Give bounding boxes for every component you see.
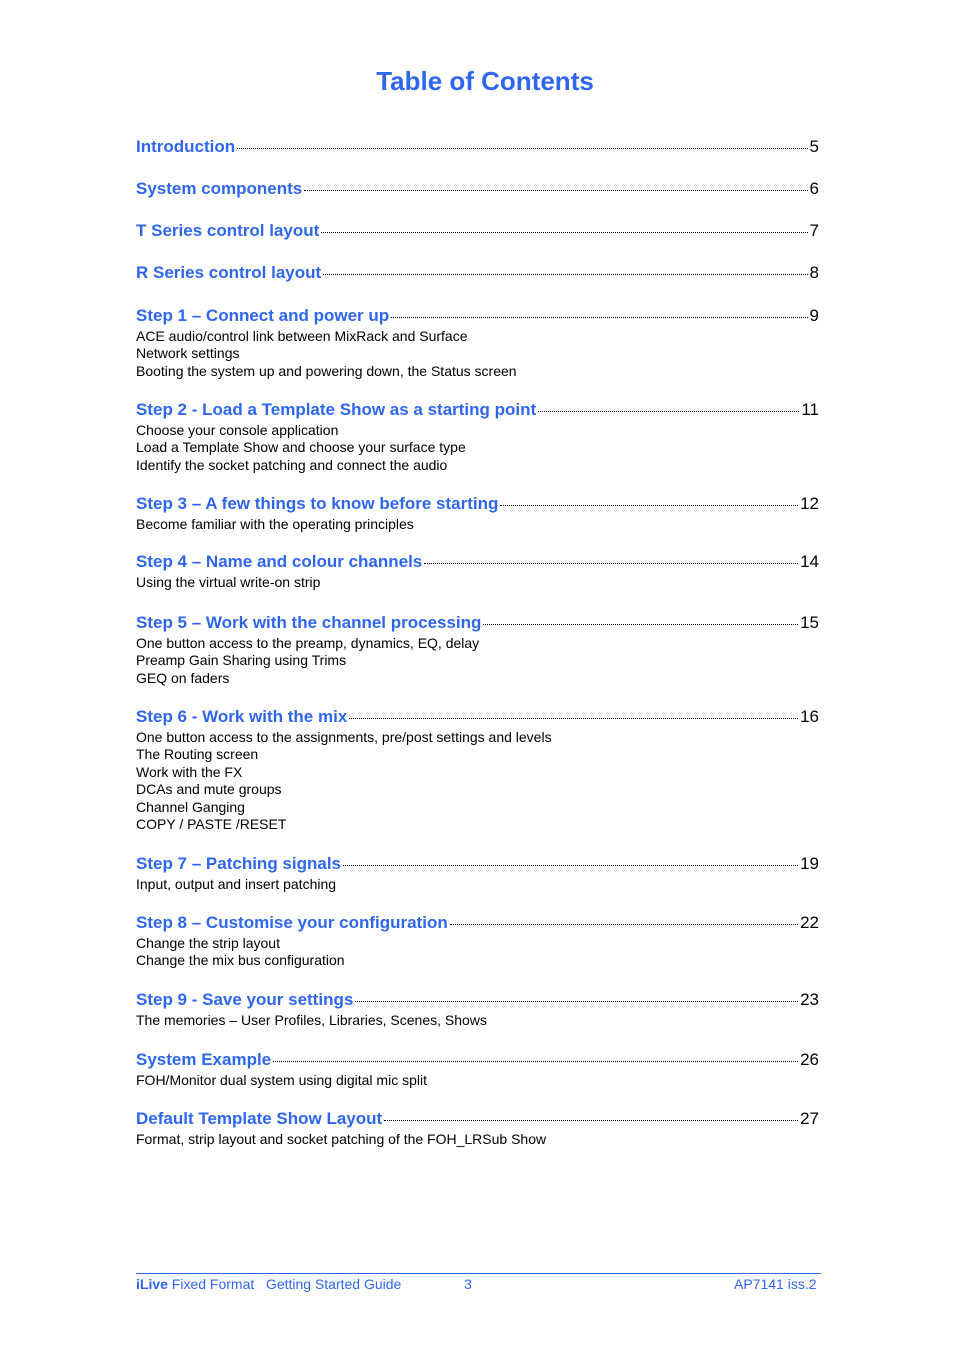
toc-entry-title[interactable]: Step 8 – Customise your configuration (136, 913, 448, 932)
toc-entry-system-example[interactable] (136, 1050, 819, 1089)
toc-subitems (136, 935, 819, 970)
toc-subitems (136, 516, 819, 533)
toc-subitems (136, 1012, 819, 1029)
dot-leader (349, 718, 798, 719)
toc-entry-title[interactable]: Default Template Show Layout (136, 1109, 383, 1128)
toc-entry-title[interactable]: Step 5 – Work with the channel processing (136, 613, 482, 632)
footer-product: Fixed Format Getting Started Guide (167, 1276, 402, 1292)
toc-entry-title[interactable]: Introduction (136, 137, 236, 156)
toc-entry-title[interactable]: Step 7 – Patching signals (136, 854, 342, 873)
dot-leader (450, 924, 798, 925)
toc-entry-step-5[interactable] (136, 613, 819, 687)
dot-leader (343, 865, 798, 866)
toc-entry-page: 27 (800, 1109, 819, 1128)
toc-entry-step-3[interactable] (136, 494, 819, 533)
dot-leader (538, 411, 799, 412)
toc-entry-t-series[interactable] (136, 221, 819, 243)
toc-subitem: The Routing screen (136, 746, 259, 763)
page-title: Table of Contents (376, 66, 594, 96)
toc-entry-title[interactable]: Step 1 – Connect and power up (136, 306, 390, 325)
toc-subitem: Format, strip layout and socket patching of the FOH_LRSub Show (136, 1131, 547, 1147)
toc-entry-page: 26 (800, 1050, 819, 1069)
dot-leader (424, 563, 798, 564)
toc-subitems (136, 422, 819, 474)
toc-subitem: Load a Template Show and choose your surface type (136, 439, 466, 456)
toc-subitems (136, 1131, 819, 1148)
dot-leader (483, 624, 798, 625)
toc-subitem: Choose your console application (136, 422, 339, 438)
toc-entry-page: 7 (809, 221, 819, 240)
toc-entry-title[interactable]: T Series control layout (136, 221, 320, 240)
toc-entry-r-series[interactable] (136, 263, 819, 285)
toc-subitems (136, 635, 819, 687)
toc-subitems (136, 1072, 819, 1089)
toc-subitems (136, 328, 819, 380)
footer-divider (136, 1273, 821, 1274)
toc-subitem: Preamp Gain Sharing using Trims (136, 652, 347, 669)
toc-entry-step-7[interactable] (136, 854, 819, 893)
toc-entry-page: 16 (800, 707, 819, 726)
dot-leader (500, 505, 798, 506)
dot-leader (384, 1120, 798, 1121)
toc-entry-step-4[interactable] (136, 552, 819, 591)
footer-title (136, 1276, 401, 1292)
dot-leader (355, 1001, 798, 1002)
toc-entry-step-9[interactable] (136, 990, 819, 1029)
toc-entry-introduction[interactable] (136, 137, 819, 159)
dot-leader (323, 274, 807, 275)
toc-entry-title[interactable]: R Series control layout (136, 263, 322, 282)
toc-entry-title[interactable]: System components (136, 179, 303, 198)
toc-subitem: COPY / PASTE /RESET (136, 816, 287, 833)
toc-subitem: Identify the socket patching and connect the audio (136, 456, 448, 473)
dot-leader (321, 232, 807, 233)
toc-entry-title[interactable]: Step 4 – Name and colour channels (136, 552, 423, 571)
dot-leader (273, 1061, 798, 1062)
toc-entry-step-6[interactable] (136, 707, 819, 833)
toc-subitem: Work with the FX (136, 763, 243, 780)
toc-entry-page: 19 (800, 854, 819, 873)
toc-subitem: Booting the system up and powering down, the Status screen (136, 362, 517, 379)
toc-subitem: GEQ on faders (136, 669, 230, 686)
toc-entry-page: 9 (809, 306, 819, 325)
toc-subitem: One button access to the assignments, pre/post settings and levels (136, 729, 552, 745)
toc-subitem: FOH/Monitor dual system using digital mic split (136, 1072, 427, 1088)
toc-entry-step-8[interactable] (136, 913, 819, 970)
toc-subitem: Input, output and insert patching (136, 876, 337, 892)
footer-doc-id: AP7141 iss.2 (734, 1276, 817, 1292)
toc-entry-page: 12 (800, 494, 819, 513)
dot-leader (237, 148, 807, 149)
toc-entry-page: 22 (800, 913, 819, 932)
toc-subitem: One button access to the preamp, dynamics, EQ, delay (136, 635, 480, 651)
toc-subitem: DCAs and mute groups (136, 781, 282, 798)
toc-entry-step-1[interactable] (136, 306, 819, 380)
toc-subitem: The memories – User Profiles, Libraries, Scenes, Shows (136, 1012, 487, 1028)
toc-entry-title[interactable]: Step 9 - Save your settings (136, 990, 354, 1009)
toc-subitem: Change the mix bus configuration (136, 952, 345, 969)
toc-entry-page: 15 (800, 613, 819, 632)
toc-subitem: ACE audio/control link between MixRack and Surface (136, 328, 468, 344)
toc-entry-default-template[interactable] (136, 1109, 819, 1148)
toc-entry-title[interactable]: Step 2 - Load a Template Show as a starting point (136, 400, 537, 419)
toc-entry-step-2[interactable] (136, 400, 819, 474)
toc-entry-title[interactable]: System Example (136, 1050, 272, 1069)
toc-entry-title[interactable]: Step 3 – A few things to know before starting (136, 494, 499, 513)
toc-subitem: Channel Ganging (136, 798, 245, 815)
toc-entry-system-components[interactable] (136, 179, 819, 201)
toc-subitems (136, 876, 819, 893)
toc-subitems (136, 574, 819, 591)
toc-subitem: Using the virtual write-on strip (136, 574, 321, 590)
dot-leader (304, 190, 807, 191)
toc-subitem: Network settings (136, 345, 240, 362)
toc-subitem: Become familiar with the operating principles (136, 516, 414, 532)
toc-entry-page: 8 (809, 263, 819, 282)
toc-entry-page: 11 (801, 400, 819, 419)
footer-page-number: 3 (464, 1276, 472, 1292)
toc-entry-page: 5 (809, 137, 819, 156)
toc-entry-page: 14 (800, 552, 819, 571)
toc-subitem: Change the strip layout (136, 935, 280, 951)
toc-entry-page: 6 (809, 179, 819, 198)
footer-brand: iLive (136, 1276, 168, 1292)
toc-subitems (136, 729, 819, 833)
toc-entry-title[interactable]: Step 6 - Work with the mix (136, 707, 348, 726)
toc-entry-page: 23 (800, 990, 819, 1009)
dot-leader (391, 317, 807, 318)
